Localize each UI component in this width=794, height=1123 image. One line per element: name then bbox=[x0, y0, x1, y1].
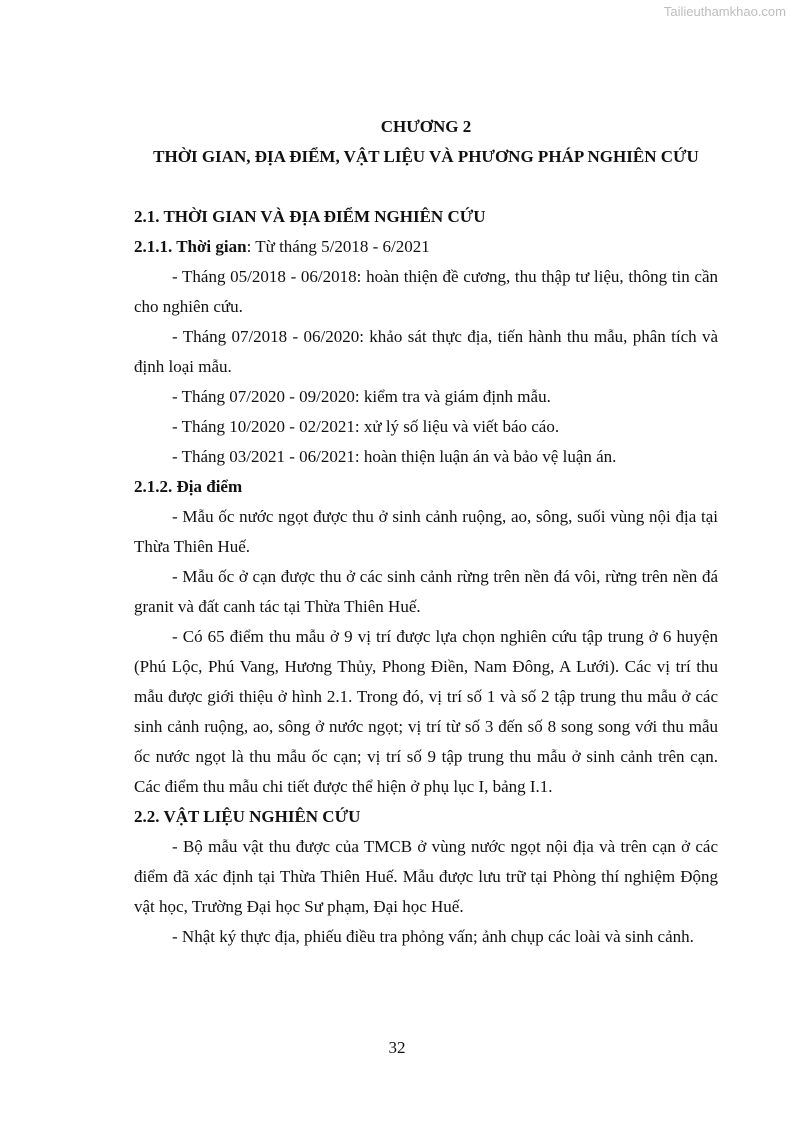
spacer bbox=[134, 172, 718, 202]
section-2-1-heading: 2.1. THỜI GIAN VÀ ĐỊA ĐIỂM NGHIÊN CỨU bbox=[134, 207, 486, 226]
subsection-2-1-1-text: : Từ tháng 5/2018 - 6/2021 bbox=[246, 237, 430, 256]
location-item: - Có 65 điểm thu mẫu ở 9 vị trí được lựa chọn nghiên cứu tập trung ở 6 huyện (Phú Lộc, Phú Vang, Hương Thủy, Phong Điền, Nam Đông, A Lưới). Các vị trí thu mẫu được giới thiệu ở hình 2.1. Trong đó, vị trí số 1 và số 2 tập trung thu mẫu ở các sinh cảnh ruộng, ao, sông ở nước ngọt; vị trí từ số 3 đến số 8 song song với thu mẫu ốc nước ngọt là thu mẫu ốc cạn; vị trí số 9 tập trung thu mẫu ở sinh cảnh trên cạn. Các điểm thu mẫu chi tiết được thể hiện ở phụ lục I, bảng I.1. bbox=[134, 627, 718, 796]
material-item: - Nhật ký thực địa, phiếu điều tra phỏng vấn; ảnh chụp các loài và sinh cảnh. bbox=[172, 927, 694, 946]
document-page bbox=[134, 112, 718, 952]
watermark: Tailieuthamkhao.com bbox=[663, 4, 786, 19]
material-item: - Bộ mẫu vật thu được của TMCB ở vùng nước ngọt nội địa và trên cạn ở các điểm đã xác định tại Thừa Thiên Huế. Mẫu được lưu trữ tại Phòng thí nghiệm Động vật học, Trường Đại học Sư phạm, Đại học Huế. bbox=[134, 837, 718, 916]
time-item: - Tháng 07/2018 - 06/2020: khảo sát thực địa, tiến hành thu mẫu, phân tích và định loại mẫu. bbox=[134, 327, 718, 376]
location-item: - Mẫu ốc nước ngọt được thu ở sinh cảnh ruộng, ao, sông, suối vùng nội địa tại Thừa Thiên Huế. bbox=[134, 507, 718, 556]
time-item: - Tháng 10/2020 - 02/2021: xử lý số liệu và viết báo cáo. bbox=[172, 417, 560, 436]
subsection-2-1-1-line bbox=[134, 232, 718, 262]
location-item: - Mẫu ốc ở cạn được thu ở các sinh cảnh rừng trên nền đá vôi, rừng trên nền đá granit và đất canh tác tại Thừa Thiên Huế. bbox=[134, 567, 718, 616]
section-2-2-heading: 2.2. VẬT LIỆU NGHIÊN CỨU bbox=[134, 807, 361, 826]
time-item: - Tháng 03/2021 - 06/2021: hoàn thiện luận án và bảo vệ luận án. bbox=[172, 447, 617, 466]
page-number: 32 bbox=[388, 1038, 406, 1057]
subsection-2-1-1-label: 2.1.1. Thời gian bbox=[134, 237, 247, 256]
chapter-number: CHƯƠNG 2 bbox=[380, 117, 472, 136]
time-item: - Tháng 05/2018 - 06/2018: hoàn thiện đề cương, thu thập tư liệu, thông tin cần cho nghiên cứu. bbox=[134, 267, 718, 316]
subsection-2-1-2-heading: 2.1.2. Địa điểm bbox=[134, 477, 243, 496]
time-item: - Tháng 07/2020 - 09/2020: kiểm tra và giám định mẫu. bbox=[172, 387, 551, 406]
chapter-title: THỜI GIAN, ĐỊA ĐIỂM, VẬT LIỆU VÀ PHƯƠNG PHÁP NGHIÊN CỨU bbox=[153, 147, 699, 166]
